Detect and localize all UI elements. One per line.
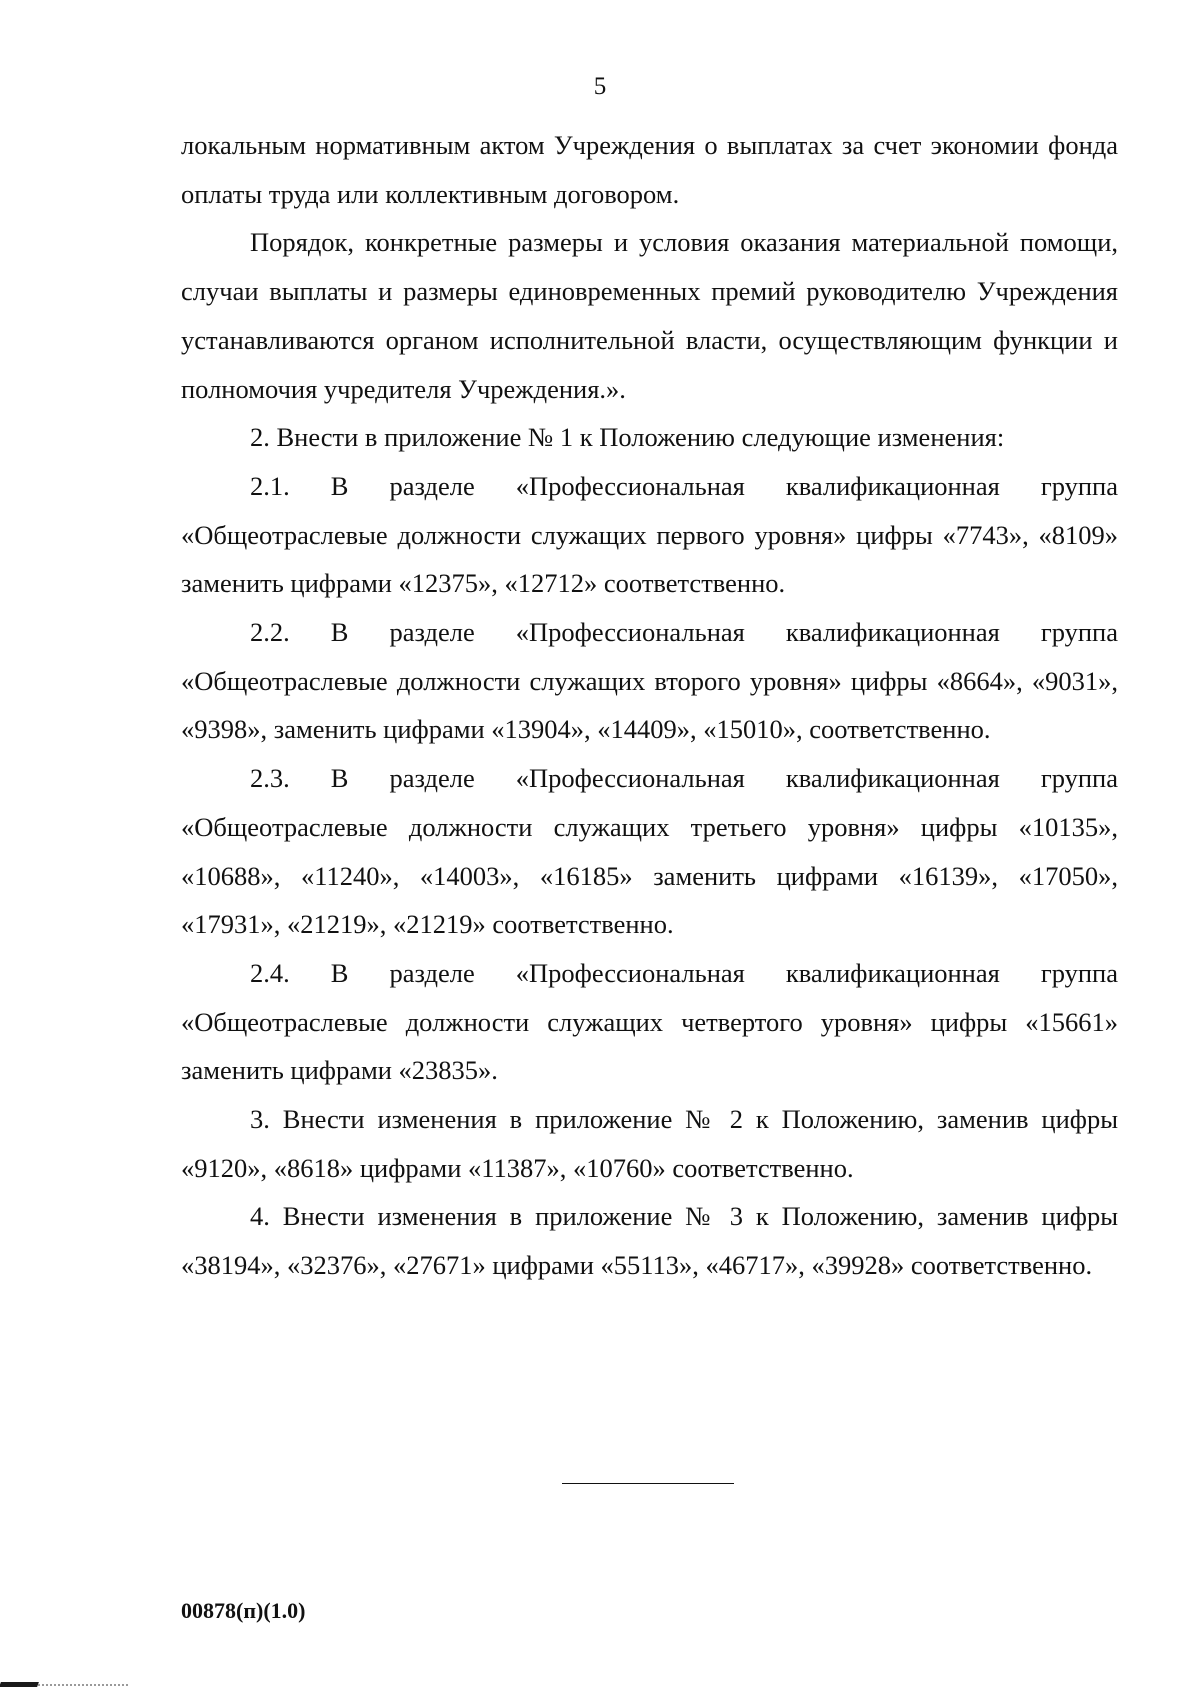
page-number: 5 xyxy=(593,73,607,100)
paragraph-item-3: 3. Внести изменения в приложение № 2 к Положению, заменив цифры «9120», «8618» цифрами «11387», «10760» соответственно. xyxy=(181,1104,1118,1183)
document-code: 00878(п)(1.0) xyxy=(181,1598,306,1623)
document-body xyxy=(181,121,1118,1290)
paragraph-continuation: локальным нормативным актом Учреждения о выплатах за счет экономии фонда оплаты труда или коллективным договором. xyxy=(181,130,1118,209)
scan-artifact xyxy=(0,1682,39,1687)
paragraph-item-2: 2. Внести в приложение № 1 к Положению следующие изменения: xyxy=(250,422,1005,453)
paragraph-item-2-1: 2.1. В разделе «Профессиональная квалификационная группа «Общеотраслевые должности служащих первого уровня» цифры «7743», «8109» заменить цифрами «12375», «12712» соответственно. xyxy=(181,470,1118,599)
paragraph-material-assistance: Порядок, конкретные размеры и условия оказания материальной помощи, случаи выплаты и размеры единовременных премий руководителю Учреждения устанавливаются органом исполнительной власти, осуществляющим функции и полномочия учредителя Учреждения.». xyxy=(181,227,1118,404)
paragraph-item-2-4: 2.4. В разделе «Профессиональная квалификационная группа «Общеотраслевые должности служащих четвертого уровня» цифры «15661» заменить цифрами «23835». xyxy=(181,957,1118,1086)
paragraph-item-2-2: 2.2. В разделе «Профессиональная квалификационная группа «Общеотраслевые должности служащих второго уровня» цифры «8664», «9031», «9398», заменить цифрами «13904», «14409», «15010», соответственно. xyxy=(181,617,1118,745)
scan-artifact-trail xyxy=(38,1684,128,1686)
end-divider xyxy=(562,1483,734,1484)
paragraph-item-2-3: 2.3. В разделе «Профессиональная квалификационная группа «Общеотраслевые должности служащих третьего уровня» цифры «10135», «10688», «11240», «14003», «16185» заменить цифрами «16139», «17050», «17931», «21219», «21219» соответственно. xyxy=(181,763,1118,940)
paragraph-item-4: 4. Внести изменения в приложение № 3 к Положению, заменив цифры «38194», «32376», «27671» цифрами «55113», «46717», «39928» соответственно. xyxy=(181,1201,1118,1281)
